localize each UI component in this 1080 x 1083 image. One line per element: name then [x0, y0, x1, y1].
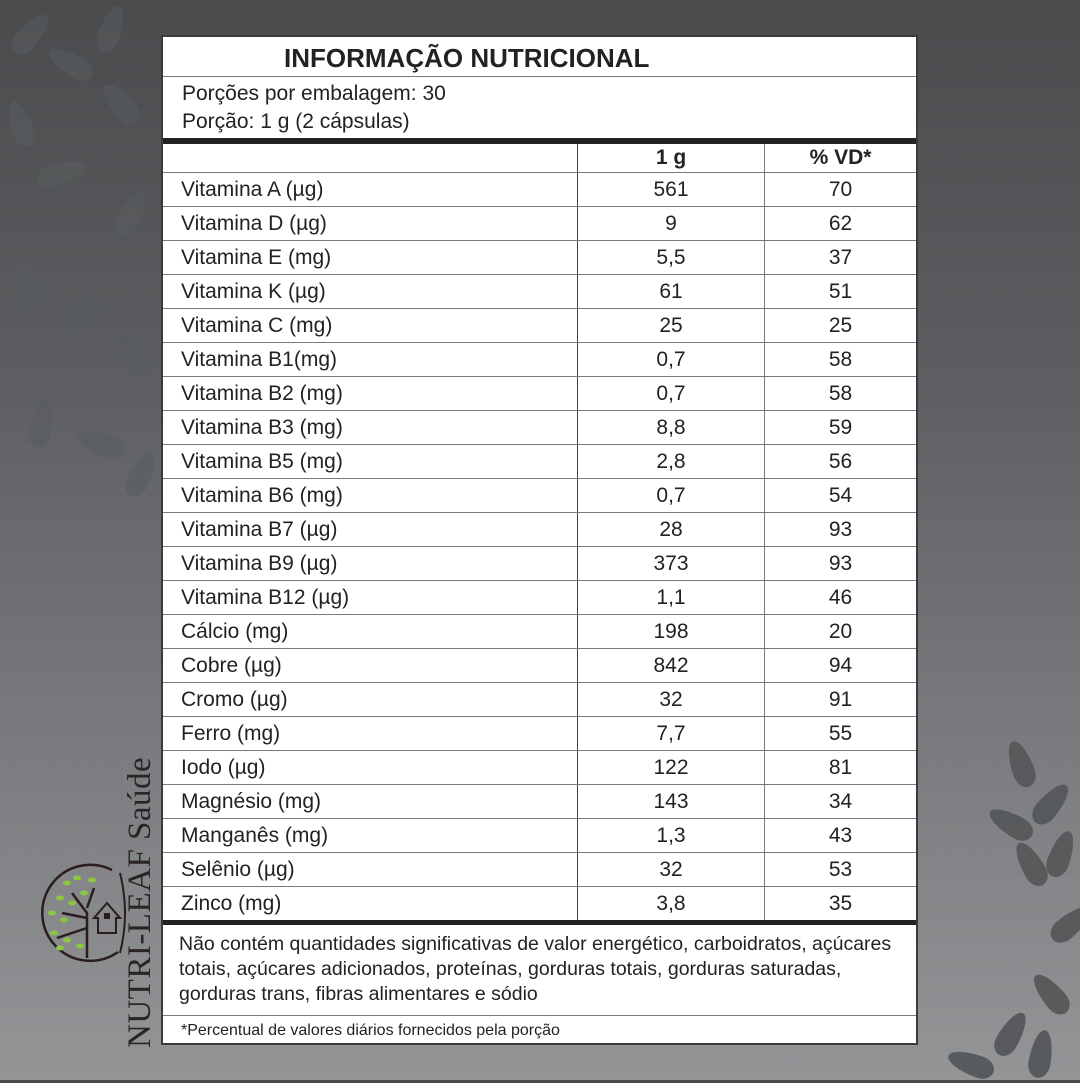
table-row — [163, 479, 916, 513]
nutrient-vd: 55 — [765, 717, 917, 751]
table-row — [163, 411, 916, 445]
nutrient-name: Cromo (µg) — [163, 683, 578, 717]
table-row — [163, 309, 916, 343]
nutrient-amount: 32 — [578, 853, 765, 887]
table-row — [163, 785, 916, 819]
column-header-amount: 1 g — [578, 144, 765, 173]
table-row — [163, 853, 916, 887]
nutrient-amount: 1,1 — [578, 581, 765, 615]
nutrient-amount: 0,7 — [578, 343, 765, 377]
table-row — [163, 615, 916, 649]
table-row — [163, 717, 916, 751]
nutrient-name: Vitamina C (mg) — [163, 309, 578, 343]
nutrient-vd: 46 — [765, 581, 917, 615]
serving-info — [163, 77, 916, 138]
nutrient-amount: 25 — [578, 309, 765, 343]
nutrient-amount: 0,7 — [578, 377, 765, 411]
nutrient-amount: 1,3 — [578, 819, 765, 853]
table-row — [163, 547, 916, 581]
nutrient-vd: 53 — [765, 853, 917, 887]
nutrient-amount: 561 — [578, 173, 765, 207]
nutrient-amount: 61 — [578, 275, 765, 309]
nutrient-vd: 25 — [765, 309, 917, 343]
nutrient-amount: 373 — [578, 547, 765, 581]
footnote: *Percentual de valores diários fornecidos pela porção — [181, 1022, 560, 1039]
nutrient-name: Zinco (mg) — [163, 887, 578, 921]
nutrient-vd: 54 — [765, 479, 917, 513]
nutrient-vd: 20 — [765, 615, 917, 649]
nutrient-vd: 43 — [765, 819, 917, 853]
table-row — [163, 377, 916, 411]
nutrient-vd: 58 — [765, 377, 917, 411]
nutrient-vd: 51 — [765, 275, 917, 309]
nutrient-amount: 9 — [578, 207, 765, 241]
nutrient-amount: 5,5 — [578, 241, 765, 275]
nutrient-vd: 70 — [765, 173, 917, 207]
tree-house-logo-icon — [32, 858, 142, 968]
nutrient-vd: 58 — [765, 343, 917, 377]
nutrient-amount: 32 — [578, 683, 765, 717]
nutrient-name: Manganês (mg) — [163, 819, 578, 853]
nutrient-amount: 0,7 — [578, 479, 765, 513]
nutrient-vd: 93 — [765, 513, 917, 547]
nutrient-name: Vitamina B12 (µg) — [163, 581, 578, 615]
nutrient-name: Cobre (µg) — [163, 649, 578, 683]
nutrient-amount: 143 — [578, 785, 765, 819]
column-header-vd: % VD* — [765, 144, 917, 173]
nutrient-table — [163, 144, 916, 920]
nutrient-name: Vitamina B2 (mg) — [163, 377, 578, 411]
table-row — [163, 275, 916, 309]
table-row — [163, 445, 916, 479]
serving-size: Porção: 1 g (2 cápsulas) — [182, 110, 410, 133]
table-row — [163, 649, 916, 683]
nutrient-name: Cálcio (mg) — [163, 615, 578, 649]
nutrient-amount: 28 — [578, 513, 765, 547]
nutrient-vd: 34 — [765, 785, 917, 819]
table-row — [163, 173, 916, 207]
nutrient-name: Vitamina B5 (mg) — [163, 445, 578, 479]
nutrient-name: Vitamina D (µg) — [163, 207, 578, 241]
table-row — [163, 819, 916, 853]
nutrient-vd: 37 — [765, 241, 917, 275]
nutrient-name: Vitamina B1(mg) — [163, 343, 578, 377]
table-row — [163, 581, 916, 615]
nutrient-vd: 56 — [765, 445, 917, 479]
table-row — [163, 241, 916, 275]
nutrient-amount: 198 — [578, 615, 765, 649]
nutrient-name: Selênio (µg) — [163, 853, 578, 887]
nutrient-name: Vitamina B6 (mg) — [163, 479, 578, 513]
table-row — [163, 343, 916, 377]
nutrient-amount: 2,8 — [578, 445, 765, 479]
column-header-nutrient — [163, 144, 578, 173]
nutrient-name: Vitamina A (µg) — [163, 173, 578, 207]
brand-name: NUTRI-LEAF Saúde — [122, 756, 158, 1048]
label-title: INFORMAÇÃO NUTRICIONAL — [163, 37, 916, 77]
nutrient-amount: 8,8 — [578, 411, 765, 445]
nutrient-amount: 7,7 — [578, 717, 765, 751]
nutrient-name: Vitamina K (µg) — [163, 275, 578, 309]
nutrient-name: Iodo (µg) — [163, 751, 578, 785]
nutrition-facts-panel — [161, 35, 918, 1045]
nutrient-vd: 35 — [828, 891, 853, 915]
not-significant-note: Não contém quantidades significativas de valor energético, carboidratos, açúcares totais, açúcares adicionados, proteínas, gorduras totais, gorduras saturadas, gorduras trans, fibras alimentares e sódio — [163, 925, 916, 1016]
nutrient-name: Vitamina E (mg) — [163, 241, 578, 275]
nutrient-vd: 91 — [765, 683, 917, 717]
nutrient-amount: 122 — [578, 751, 765, 785]
nutrient-vd: 93 — [765, 547, 917, 581]
nutrient-amount: 3,8 — [578, 887, 765, 921]
table-row — [163, 751, 916, 785]
nutrient-name: Ferro (mg) — [163, 717, 578, 751]
nutrient-name: Magnésio (mg) — [163, 785, 578, 819]
table-header-row — [163, 144, 916, 173]
table-row — [163, 887, 916, 921]
table-row — [163, 207, 916, 241]
table-row — [163, 513, 916, 547]
nutrient-amount: 842 — [578, 649, 765, 683]
nutrient-name: Vitamina B3 (mg) — [163, 411, 578, 445]
nutrient-vd: 62 — [765, 207, 917, 241]
table-row — [163, 683, 916, 717]
nutrient-name: Vitamina B9 (µg) — [163, 547, 578, 581]
nutrient-vd: 81 — [765, 751, 917, 785]
nutrient-vd: 59 — [765, 411, 917, 445]
nutrient-name: Vitamina B7 (µg) — [163, 513, 578, 547]
nutrient-vd: 94 — [765, 649, 917, 683]
servings-per-package: Porções por embalagem: 30 — [182, 82, 446, 105]
